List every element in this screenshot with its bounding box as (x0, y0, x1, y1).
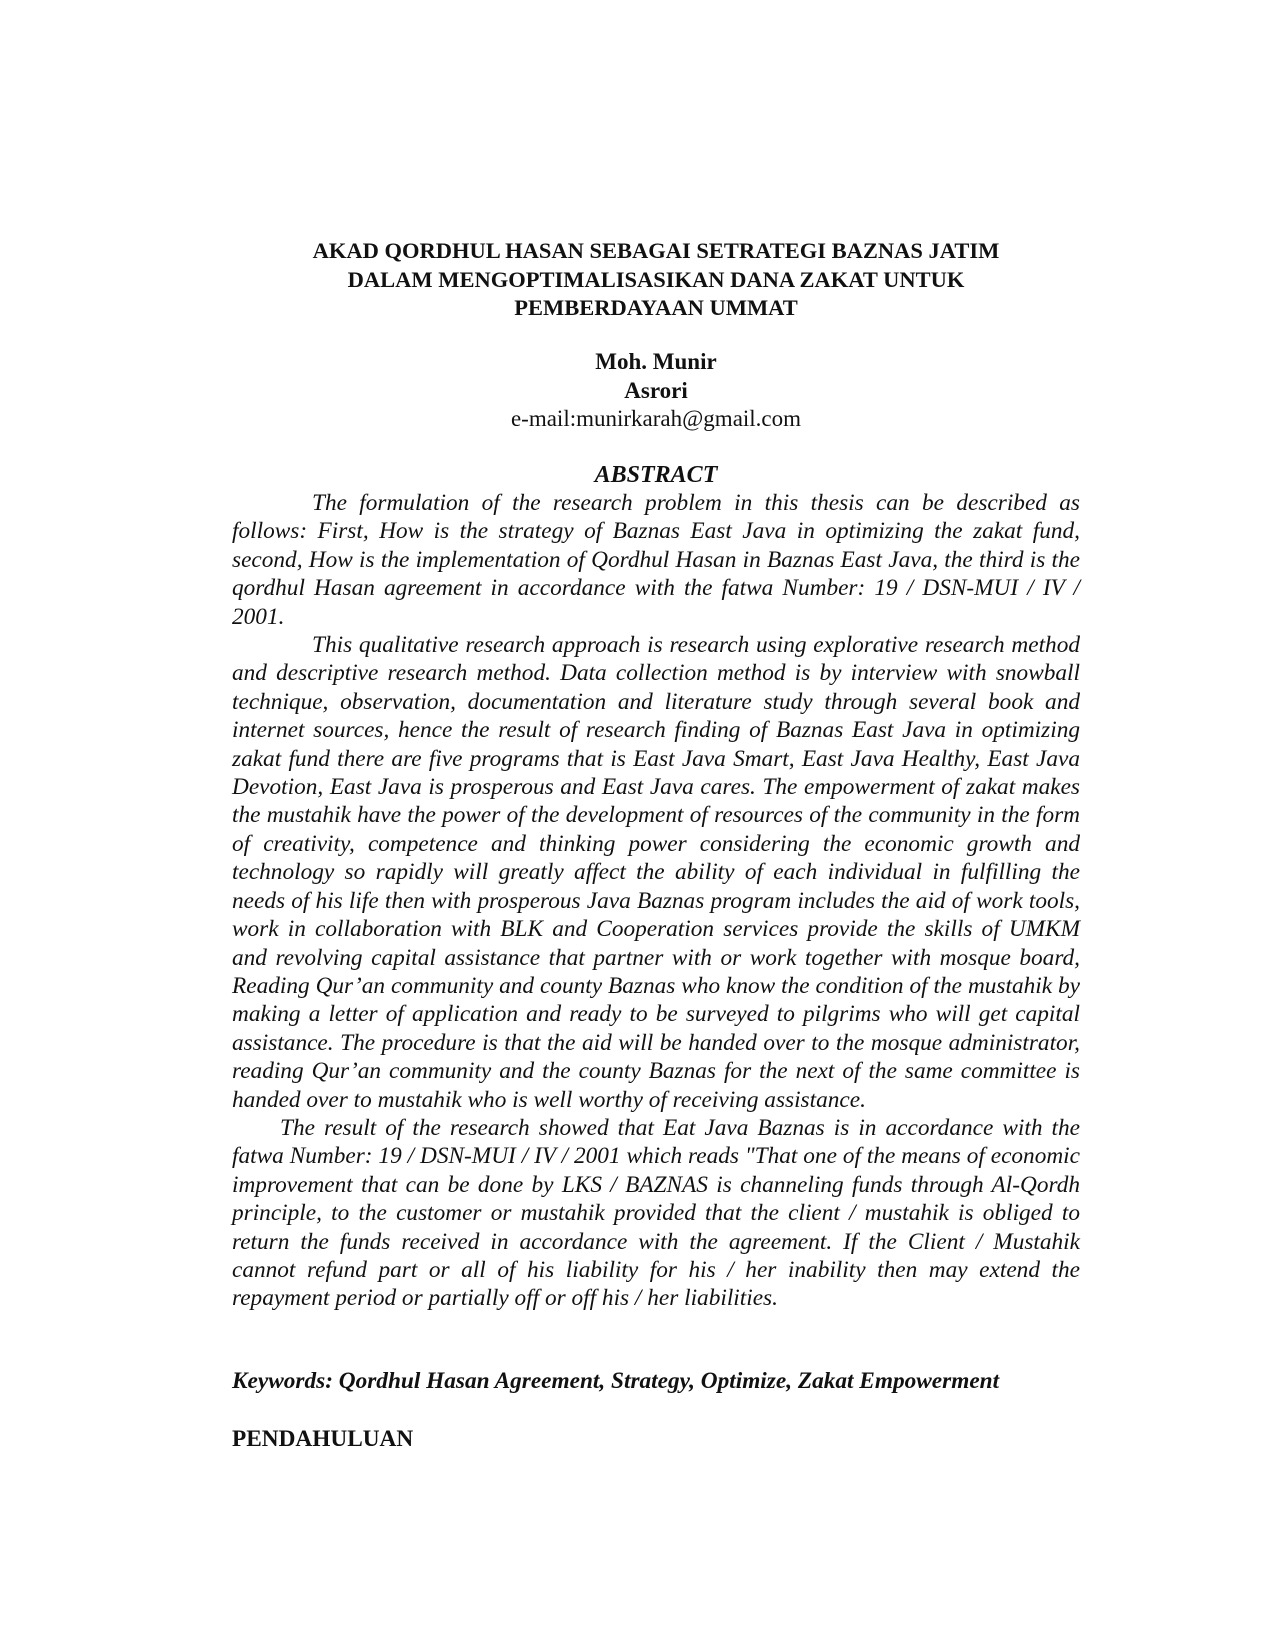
keywords: Keywords: Qordhul Hasan Agreement, Strategy, Optimize, Zakat Empowerment (232, 1368, 1000, 1394)
abstract-paragraph: The formulation of the research problem in this thesis can be described as follows: First, How is the strategy of Baznas East Java in optimizing the zakat fund, second, How is the implementation of Qordhul Hasan in Baznas East Java, the third is the qordhul Hasan agreement in accordance with the fatwa Number: 19 / DSN-MUI / IV / 2001. (232, 490, 1080, 630)
abstract-heading: ABSTRACT (594, 462, 718, 488)
abstract-paragraph: This qualitative research approach is research using explorative research method and descriptive research method. Data collection method is by interview with snowball technique, observation, documentation and literature study through several book and internet sources, hence the result of research finding of Baznas East Java in optimizing zakat fund there are five programs that is East Java Smart, East Java Healthy, East Java Devotion, East Java is prosperous and East Java cares. The empowerment of zakat makes the mustahik have the power of the development of resources of the community in the form of creativity, competence and thinking power considering the economic growth and technology so rapidly will greatly affect the ability of each individual in fulfilling the needs of his life then with prosperous Java Baznas program includes the aid of work tools, work in collaboration with BLK and Cooperation services provide the skills of UMKM and revolving capital assistance that partner with or work together with mosque board, Reading Qur’an community and county Baznas who know the condition of the mustahik by making a letter of application and ready to be surveyed to pilgrims who will get capital assistance. The procedure is that the aid will be handed over to the mosque administrator, reading Qur’an community and the county Baznas for the next of the same committee is handed over to mustahik who is well worthy of receiving assistance. (232, 632, 1080, 1113)
abstract-body (232, 489, 1080, 1313)
title-line: AKAD QORDHUL HASAN SEBAGAI SETRATEGI BAZNAS JATIM (312, 238, 1000, 263)
paper-title (232, 237, 1080, 323)
title-line: DALAM MENGOPTIMALISASIKAN DANA ZAKAT UNTUK (347, 266, 965, 292)
abstract-paragraph: The result of the research showed that Eat Java Baznas is in accordance with the fatwa Number: 19 / DSN-MUI / IV / 2001 which reads "That one of the means of economic improvement that can be done by LKS / BAZNAS is channeling funds through Al-Qordh principle, to the customer or mustahik provided that the client / mustahik is obliged to return the funds received in accordance with the agreement. If the Client / Mustahik cannot refund part or all of his liability for his / her inability then may extend the repayment period or partially off or off his / her liabilities. (232, 1114, 1080, 1312)
author-name: Asrori (624, 377, 688, 403)
title-line: PEMBERDAYAAN UMMAT (514, 295, 798, 320)
section-heading: PENDAHULUAN (232, 1426, 414, 1452)
author-email: e-mail:munirkarah@gmail.com (510, 406, 802, 431)
author-name: Moh. Munir (595, 349, 717, 374)
author-block (232, 348, 1080, 434)
